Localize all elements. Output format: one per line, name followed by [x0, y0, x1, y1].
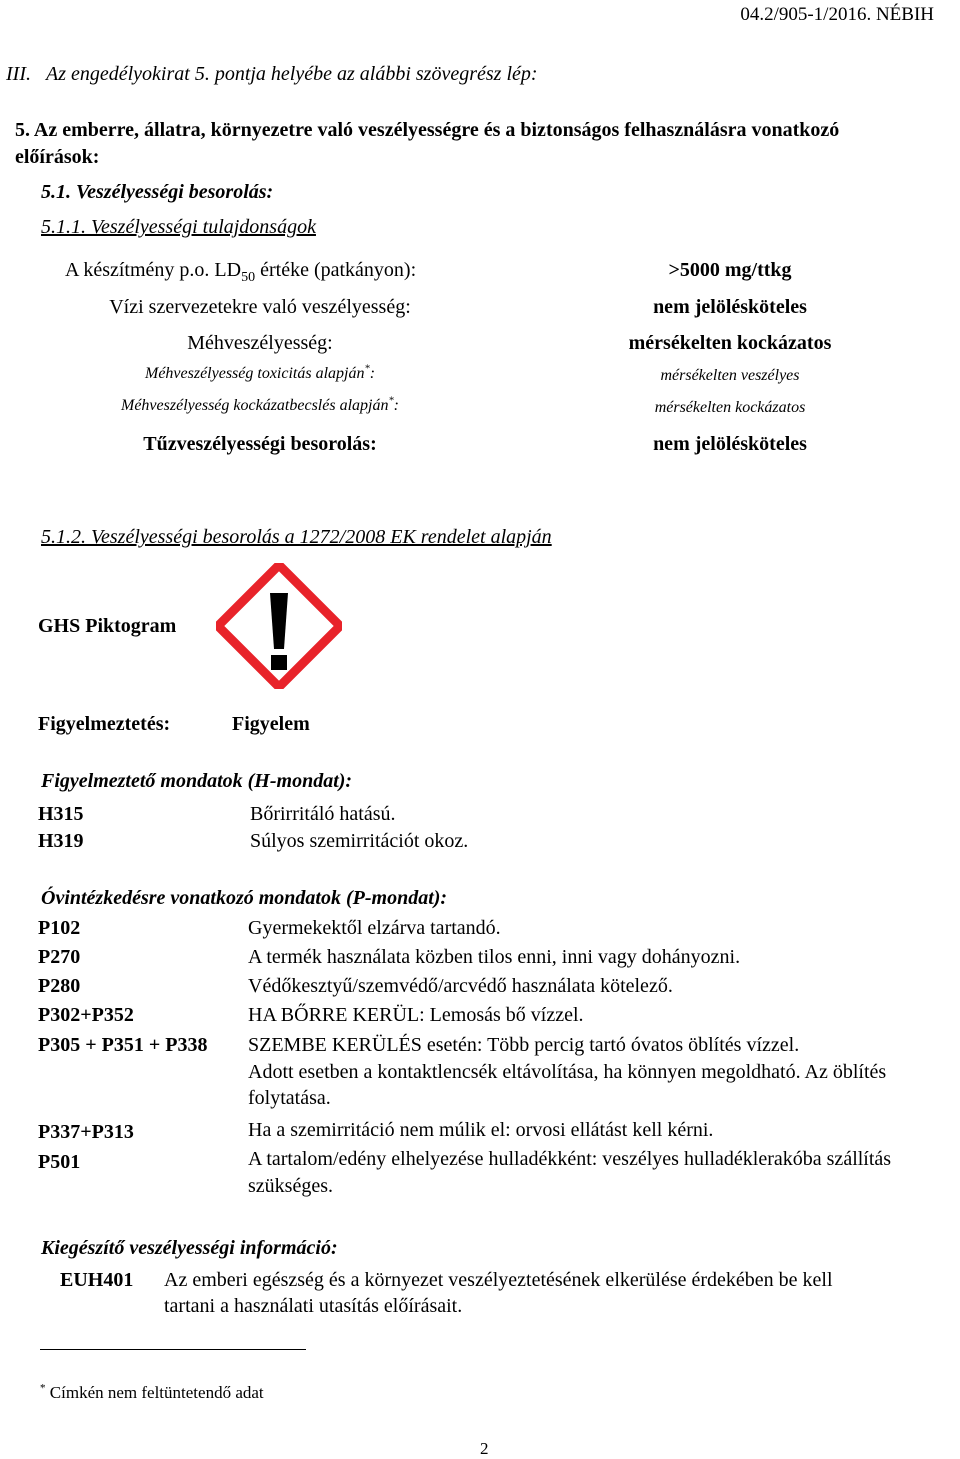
p-statement-code: P102 [38, 917, 81, 939]
bee-hazard-value: mérsékelten kockázatos [628, 332, 832, 354]
section-5-1-title: 5.1. Veszélyességi besorolás: [41, 181, 274, 203]
bee-toxicity-value: mérsékelten veszélyes [660, 367, 800, 384]
p-statement-code: P302+P352 [38, 1004, 134, 1026]
signal-word-value: Figyelem [232, 713, 310, 735]
p-statement-code: P305 + P351 + P338 [38, 1034, 208, 1056]
footnote: * Címkén nem feltüntetendő adat [40, 1382, 264, 1402]
fire-hazard-label: Tűzveszélyességi besorolás: [143, 433, 377, 455]
section-5-1-2-title: 5.1.2. Veszélyességi besorolás a 1272/2008 EK rendelet alapján [41, 526, 552, 548]
p-statement-text: A termék használata közben tilos enni, inni vagy dohányozni. [248, 946, 741, 968]
h-statement-code: H319 [38, 830, 84, 852]
exclamation-mark-diamond-icon [216, 563, 342, 689]
supplementary-info-title: Kiegészítő veszélyességi információ: [41, 1237, 338, 1259]
ld50-label: A készítmény p.o. $LD_{50}$ értéke (patkányon): [65, 259, 417, 285]
euh-code: EUH401 [60, 1269, 134, 1291]
ghs-label: GHS Piktogram [38, 615, 177, 637]
ld50-value: >5000 mg/ttkg [668, 259, 792, 281]
section-5-1-1-title: 5.1.1. Veszélyességi tulajdonságok [41, 216, 316, 238]
aquatic-hazard-label: Vízi szervezetekre való veszélyesség: [109, 296, 411, 318]
page-number: 2 [480, 1439, 489, 1458]
fire-hazard-value: nem jelölésköteles [653, 433, 807, 455]
p-statements-title: Óvintézkedésre vonatkozó mondatok (P-mondat): [41, 887, 448, 909]
p-statement-code: P501 [38, 1151, 81, 1173]
p-statement-text: Védőkesztyű/szemvédő/arcvédő használata kötelező. [248, 975, 673, 997]
p-statement-text-continued: Adott esetben a kontaktlencsék eltávolítása, ha könnyen megoldható. Az öblítés [248, 1061, 887, 1083]
h-statement-text: Bőrirritáló hatású. [250, 803, 396, 825]
p-statement-code: P270 [38, 946, 81, 968]
section-intro: III. Az engedélyokirat 5. pontja helyébe az alábbi szövegrész lép: [6, 63, 538, 85]
signal-word-label: Figyelmeztetés: [38, 713, 171, 735]
h-statement-text: Súlyos szemirritációt okoz. [250, 830, 469, 852]
p-statement-text: Ha a szemirritáció nem múlik el: orvosi ellátást kell kérni. [248, 1119, 714, 1141]
p-statement-text: HA BŐRRE KERÜL: Lemosás bő vízzel. [248, 1004, 584, 1026]
euh-text-continued: tartani a használati utasítás előírásait. [164, 1295, 463, 1317]
h-statements-title: Figyelmeztető mondatok (H-mondat): [41, 770, 353, 792]
bee-toxicity-label: Méhveszélyesség toxicitás alapján*: [144, 363, 376, 382]
bee-hazard-label: Méhveszélyesség: [187, 332, 333, 354]
p-statement-text: Gyermekektől elzárva tartandó. [248, 917, 501, 939]
euh-text: Az emberi egészség és a környezet veszélyeztetésének elkerülése érdekében be kell [164, 1269, 833, 1291]
h-statement-code: H315 [38, 803, 84, 825]
aquatic-hazard-value: nem jelölésköteles [653, 296, 807, 318]
p-statement-code: P337+P313 [38, 1121, 134, 1143]
footnote-divider [40, 1349, 306, 1350]
bee-risk-label: Méhveszélyesség kockázatbecslés alapján*: [121, 395, 399, 414]
p-statement-text-continued: szükséges. [248, 1175, 333, 1197]
bee-risk-value: mérsékelten kockázatos [654, 399, 806, 416]
section5-title-line2: előírások: [15, 146, 100, 168]
p-statement-text-continued: folytatása. [248, 1087, 331, 1109]
section5-title-line1: 5. Az emberre, állatra, környezetre való veszélyességre és a biztonságos felhasználásra vonatkozó [15, 119, 840, 141]
p-statement-text: A tartalom/edény elhelyezése hulladékként: veszélyes hulladéklerakóba szállítás [248, 1148, 892, 1170]
p-statement-text: SZEMBE KERÜLÉS esetén: Több percig tartó óvatos öblítés vízzel. [248, 1034, 800, 1056]
document-reference: 04.2/905-1/2016. NÉBIH [740, 4, 934, 25]
p-statement-code: P280 [38, 975, 81, 997]
